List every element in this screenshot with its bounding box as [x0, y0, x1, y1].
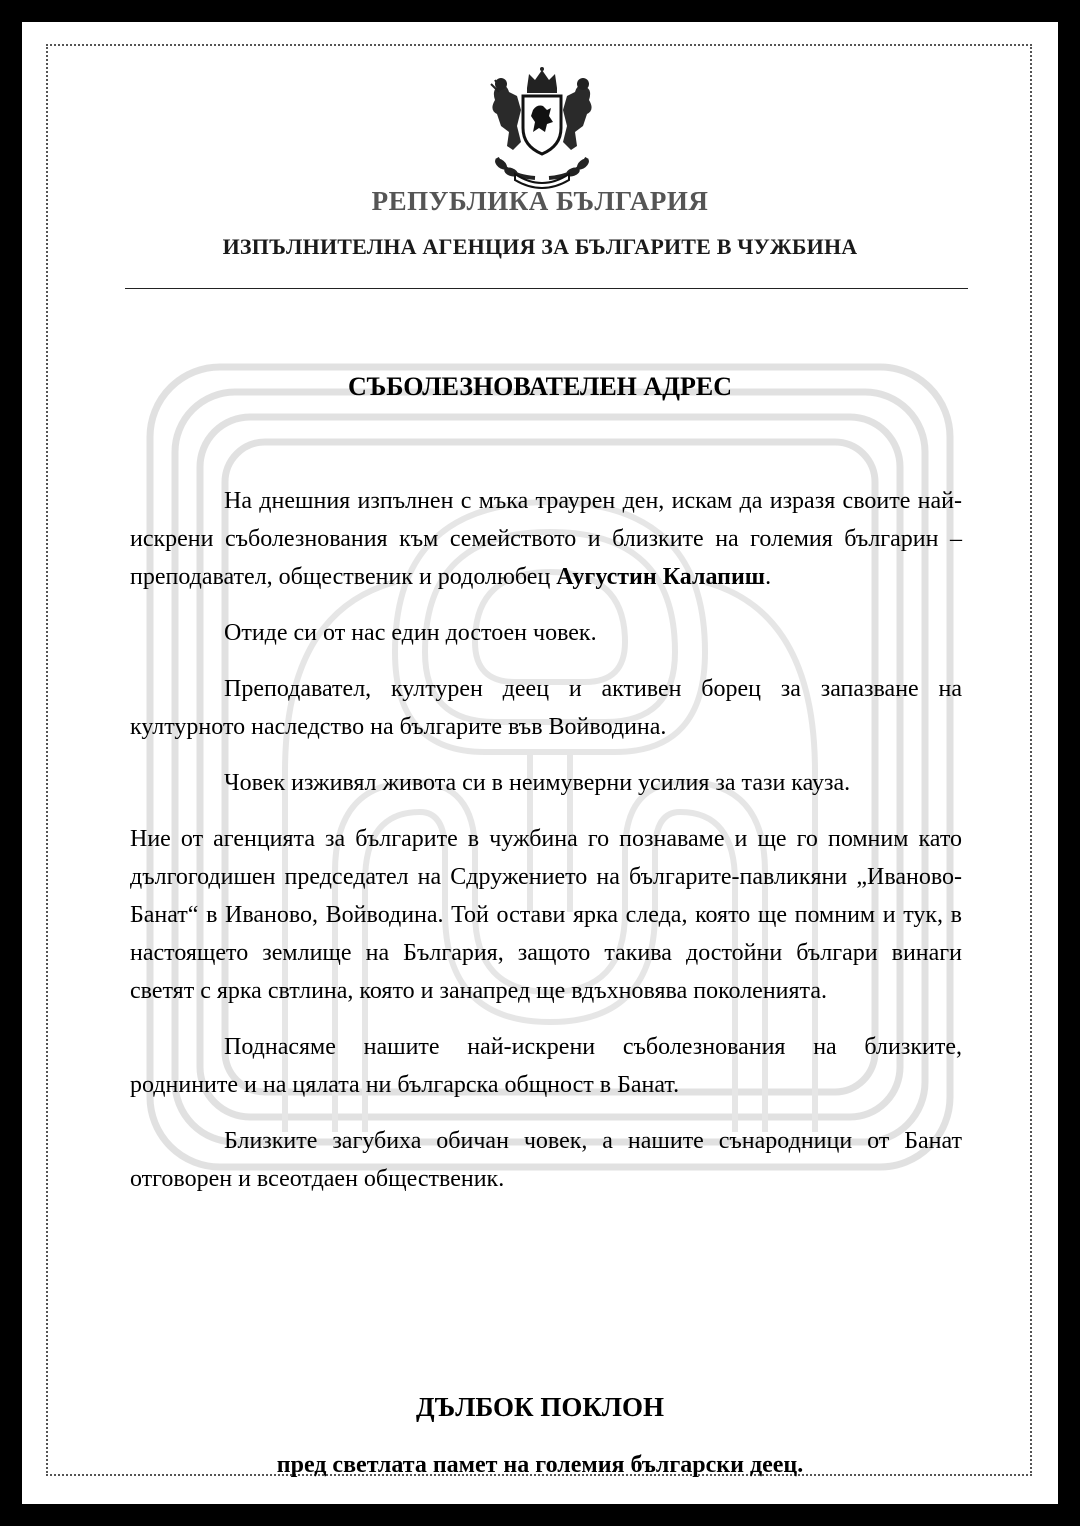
closing-title: ДЪЛБОК ПОКЛОН	[415, 1392, 665, 1422]
paragraph-3: Преподавател, културен деец и активен борец за запазване на културното наследство на българите във Войводина.	[130, 676, 962, 740]
document-body	[130, 482, 962, 1216]
country-heading: РЕПУБЛИКА БЪЛГАРИЯ	[371, 186, 709, 216]
paragraph-1-end: .	[765, 564, 772, 590]
document-page	[22, 22, 1058, 1504]
paragraph-2: Отиде си от нас един достоен човек.	[224, 620, 597, 646]
paragraph-1	[130, 482, 962, 596]
paragraph-5: Ние от агенцията за българите в чужбина го познаваме и ще го помним като дългогодишен председател на Сдружението на българите-павликяни „Иваново-Банат“ в Иваново, Войводина. Той остави ярка следа, която ще помним и тук, в настоящето землище на България, защото такива достойни българи винаги светят с ярка свтлина, която и занапред ще вдъхновява поколенията.	[130, 826, 962, 1004]
agency-heading: ИЗПЪЛНИТЕЛНА АГЕНЦИЯ ЗА БЪЛГАРИТЕ В ЧУЖБИНА	[222, 234, 858, 259]
document-title: СЪБОЛЕЗНОВАТЕЛЕН АДРЕС	[347, 372, 733, 401]
paragraph-4: Човек изживял живота си в неимуверни усилия за тази кауза.	[224, 770, 851, 796]
paragraph-7: Близките загубиха обичан човек, а нашите сънародници от Банат отговорен и всеотдаен общественик.	[130, 1128, 962, 1192]
closing-line: пред светлата памет на големия български деец.	[276, 1452, 804, 1478]
deceased-name: Аугустин Калапиш	[556, 564, 766, 590]
bulgarian-coat-of-arms-icon	[477, 66, 607, 192]
header-divider	[125, 288, 968, 289]
paragraph-1-text: На днешния изпълнен с мъка траурен ден, искам да изразя своите най-искрени съболезнования към семейството и близките на големия българин – преподавател, общественик и родолюбец	[130, 488, 962, 590]
paragraph-6: Поднасяме нашите най-искрени съболезнования на близките, роднините и на цялата ни българска общност в Банат.	[130, 1034, 962, 1098]
